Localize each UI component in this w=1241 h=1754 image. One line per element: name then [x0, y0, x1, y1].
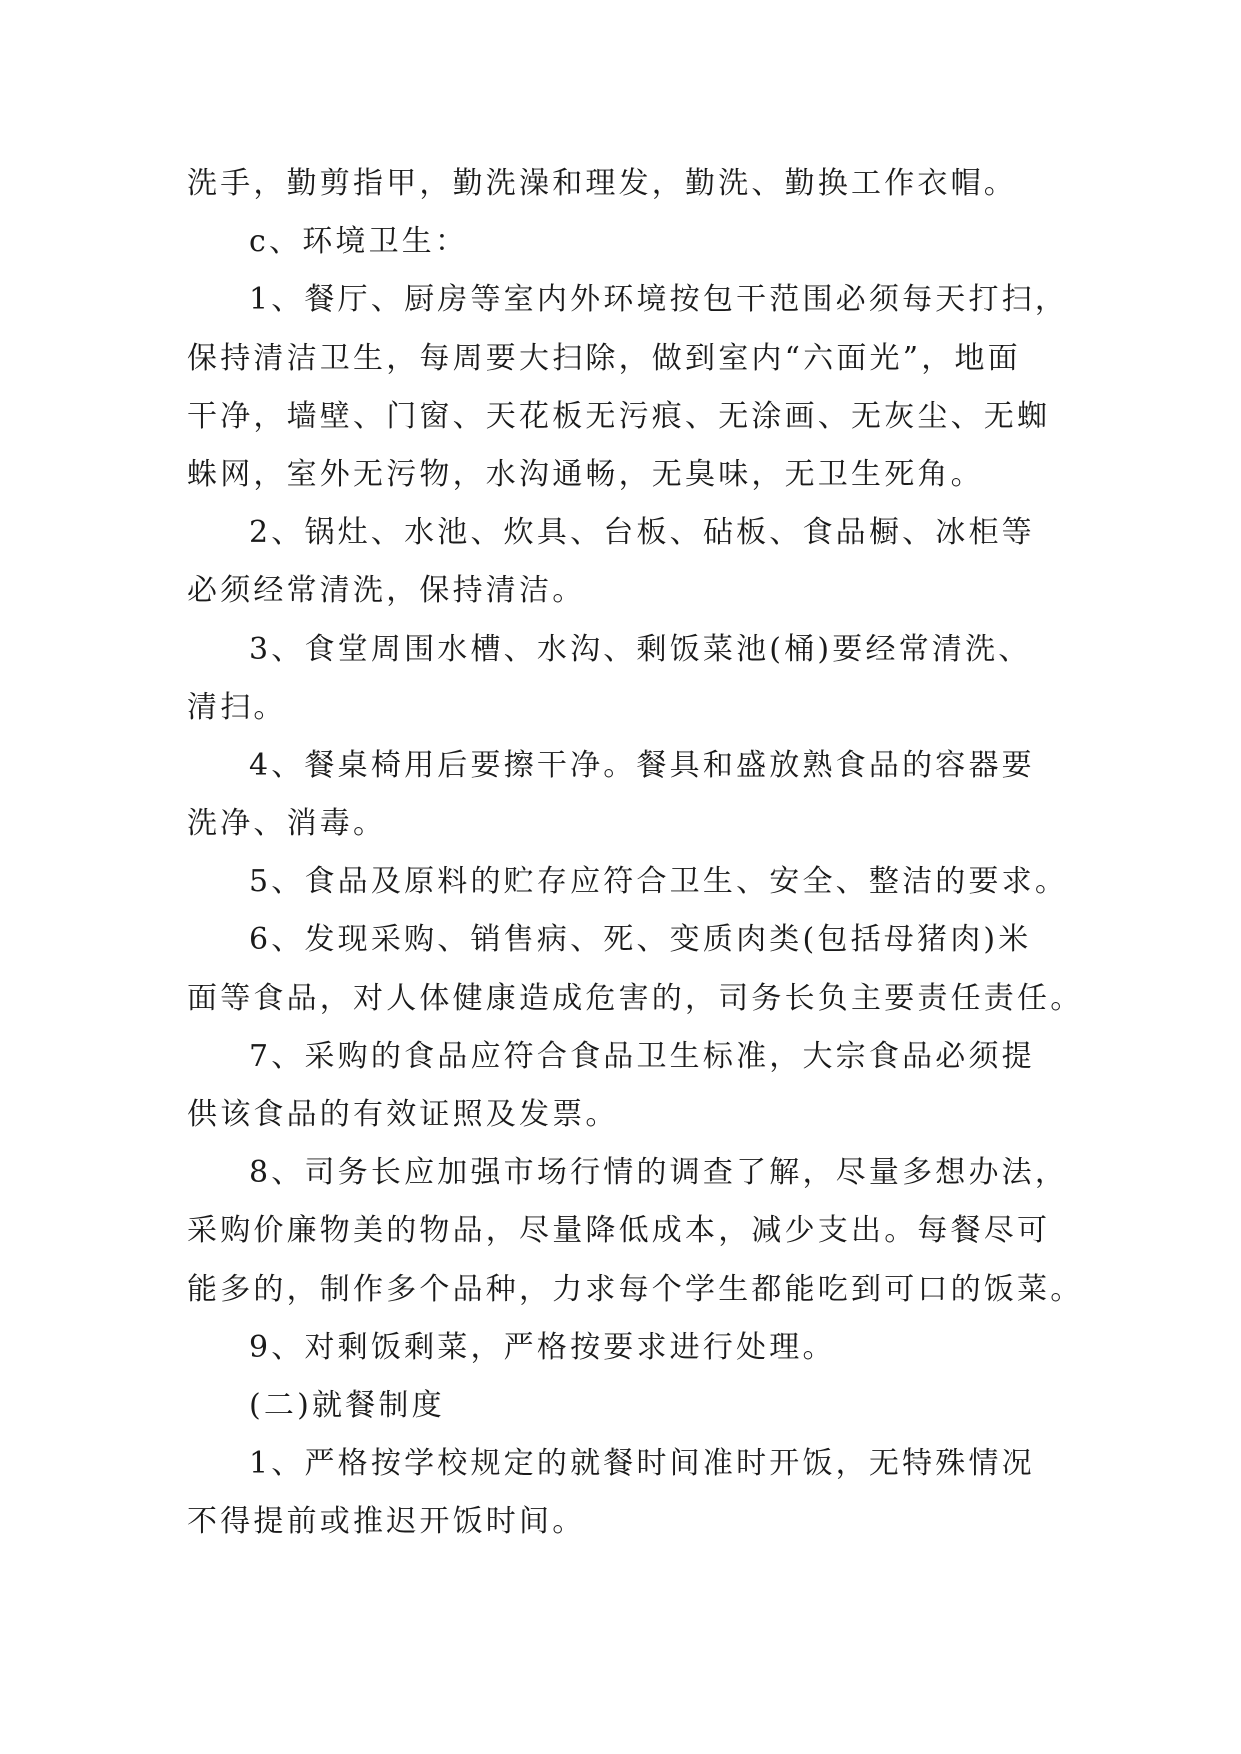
- text-line: 6、发现采购、销售病、死、变质肉类(包括母猪肉)米: [249, 922, 1032, 958]
- text-line: 能多的，制作多个品种，力求每个学生都能吃到可口的饭菜。: [187, 1271, 1084, 1307]
- text-line: 洗手，勤剪指甲，勤洗澡和理发，勤洗、勤换工作衣帽。: [187, 166, 1017, 201]
- section-heading: (二)就餐制度: [249, 1387, 445, 1423]
- text-line: 干净，墙壁、门窗、天花板无污痕、无涂画、无灰尘、无蜘: [187, 398, 1051, 434]
- text-line: 2、锅灶、水池、炊具、台板、砧板、食品橱、冰柜等: [249, 515, 1035, 551]
- text-line: 1、餐厅、厨房等室内外环境按包干范围必须每天打扫，: [249, 282, 1069, 318]
- document-body: [187, 155, 1084, 1552]
- text-line: 4、餐桌椅用后要擦干净。餐具和盛放熟食品的容器要: [249, 747, 1035, 783]
- text-line: 必须经常清洗，保持清洁。: [187, 573, 586, 609]
- text-line: 3、食堂周围水槽、水沟、剩饭菜池(桶)要经常清洗、: [249, 631, 1032, 667]
- text-line: 7、采购的食品应符合食品卫生标准，大宗食品必须提: [249, 1038, 1035, 1074]
- text-line: 供该食品的有效证照及发票。: [187, 1097, 619, 1132]
- text-line: 洗净、消毒。: [187, 806, 387, 842]
- text-line: 采购价廉物美的物品，尽量降低成本，减少支出。每餐尽可: [187, 1213, 1051, 1249]
- text-line: 不得提前或推迟开饭时间。: [187, 1504, 586, 1540]
- section-heading: c、环境卫生：: [249, 224, 469, 260]
- text-line: 5、食品及原料的贮存应符合卫生、安全、整洁的要求。: [249, 864, 1069, 900]
- text-line: 清扫。: [187, 689, 287, 725]
- text-line: 保持清洁卫生，每周要大扫除，做到室内“六面光”，地面: [187, 340, 1021, 376]
- text-line: 8、司务长应加强市场行情的调查了解，尽量多想办法，: [249, 1155, 1069, 1191]
- text-line: 1、严格按学校规定的就餐时间准时开饭，无特殊情况: [249, 1446, 1035, 1482]
- text-line: 面等食品，对人体健康造成危害的，司务长负主要责任责任。: [187, 980, 1084, 1016]
- text-line: 蛛网，室外无污物，水沟通畅，无臭味，无卫生死角。: [187, 456, 984, 492]
- text-line: 9、对剩饭剩菜，严格按要求进行处理。: [249, 1329, 836, 1365]
